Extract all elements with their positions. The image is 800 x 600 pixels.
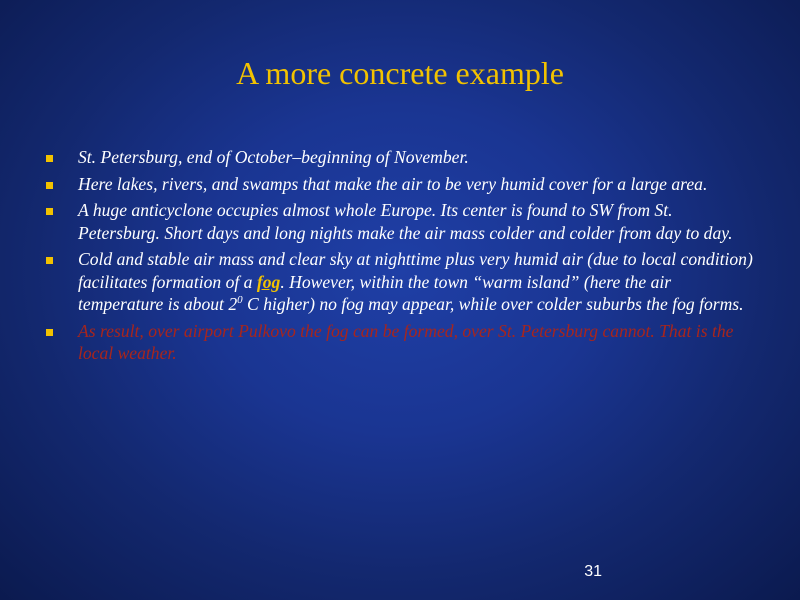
bullet-text: St. Petersburg, end of October–beginning of November.: [78, 147, 469, 167]
bullet-text-before-link: Cold and stable air mass and clear sky at nighttime plus very humid air (due to local condition) facilitates formation of a: [78, 249, 753, 292]
bullet-item: [46, 199, 758, 244]
slide-title: A more concrete example: [236, 55, 564, 91]
degree-superscript: 0: [237, 294, 243, 307]
fog-link[interactable]: fog: [256, 271, 281, 292]
bullet-text: A huge anticyclone occupies almost whole Europe. Its center is found to SW from St. Petersburg. Short days and long nights make the air mass colder and colder from day to day.: [78, 200, 733, 243]
bullet-text-after-superscript: C higher) no fog may appear, while over colder suburbs the fog forms.: [242, 294, 744, 314]
bullet-item: [46, 146, 758, 169]
square-bullet-icon: [46, 182, 53, 189]
square-bullet-icon: [46, 208, 53, 215]
bullet-item: [46, 173, 758, 196]
square-bullet-icon: [46, 329, 53, 336]
page-number: 31: [584, 563, 602, 580]
bullet-text: Here lakes, rivers, and swamps that make the air to be very humid cover for a large area.: [78, 173, 708, 194]
square-bullet-icon: [46, 257, 53, 264]
bullet-item-conclusion: [46, 320, 758, 365]
square-bullet-icon: [46, 155, 53, 162]
bullet-list: [46, 146, 758, 369]
bullet-text: As result, over airport Pulkovo the fog can be formed, over St. Petersburg cannot. That is the local weather.: [78, 320, 734, 363]
bullet-item: [46, 248, 758, 316]
bullet-text-after-link: . However, within the town “warm island” (here the air temperature is about 2: [78, 271, 672, 314]
